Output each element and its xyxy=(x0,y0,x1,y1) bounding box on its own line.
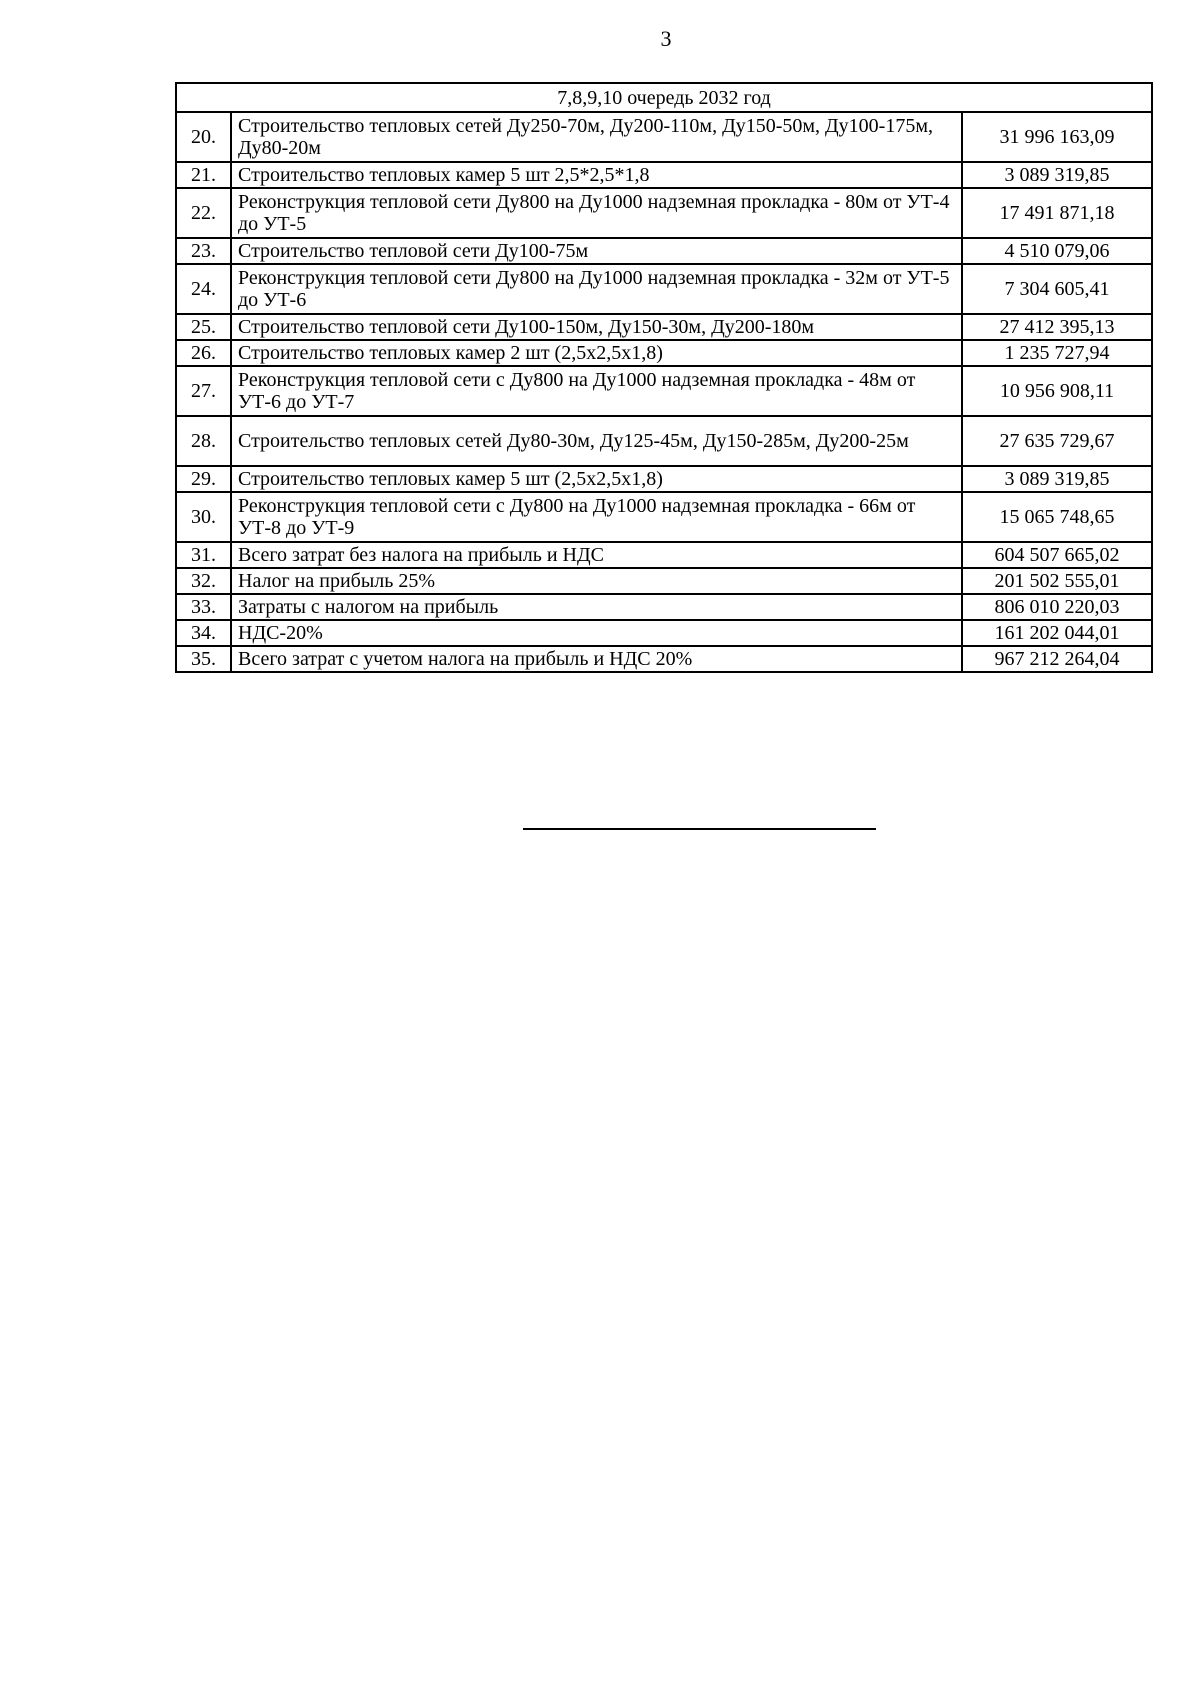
row-description: Реконструкция тепловой сети с Ду800 на Ду1000 надземная прокладка - 48м от УТ-6 до УТ-7 xyxy=(231,366,962,416)
row-description: Реконструкция тепловой сети с Ду800 на Ду1000 надземная прокладка - 66м от УТ-8 до УТ-9 xyxy=(231,492,962,542)
table-row xyxy=(176,112,1152,162)
row-number: 22. xyxy=(176,188,231,238)
table-row xyxy=(176,594,1152,620)
row-description: НДС-20% xyxy=(231,620,962,646)
row-value: 10 956 908,11 xyxy=(962,366,1152,416)
row-number: 31. xyxy=(176,542,231,568)
row-description: Всего затрат без налога на прибыль и НДС xyxy=(231,542,962,568)
row-number: 28. xyxy=(176,416,231,466)
section-header: 7,8,9,10 очередь 2032 год xyxy=(176,83,1152,112)
cost-table xyxy=(175,82,1153,673)
row-description: Реконструкция тепловой сети Ду800 на Ду1000 надземная прокладка - 80м от УТ-4 до УТ-5 xyxy=(231,188,962,238)
table-row xyxy=(176,366,1152,416)
row-description: Налог на прибыль 25% xyxy=(231,568,962,594)
row-number: 30. xyxy=(176,492,231,542)
page-number: 3 xyxy=(660,26,672,51)
row-value: 27 412 395,13 xyxy=(962,314,1152,340)
closing-rule xyxy=(523,828,876,830)
table-row xyxy=(176,162,1152,188)
table-row xyxy=(176,188,1152,238)
row-description: Строительство тепловых сетей Ду80-30м, Ду125-45м, Ду150-285м, Ду200-25м xyxy=(231,416,962,466)
row-number: 33. xyxy=(176,594,231,620)
row-value: 1 235 727,94 xyxy=(962,340,1152,366)
row-value: 27 635 729,67 xyxy=(962,416,1152,466)
table-row xyxy=(176,314,1152,340)
row-value: 4 510 079,06 xyxy=(962,238,1152,264)
table-row xyxy=(176,542,1152,568)
row-description: Строительство тепловой сети Ду100-150м, Ду150-30м, Ду200-180м xyxy=(231,314,962,340)
row-value: 7 304 605,41 xyxy=(962,264,1152,314)
row-number: 35. xyxy=(176,646,231,672)
row-value: 31 996 163,09 xyxy=(962,112,1152,162)
row-value: 967 212 264,04 xyxy=(962,646,1152,672)
row-description: Строительство тепловых сетей Ду250-70м, Ду200-110м, Ду150-50м, Ду100-175м, Ду80-20м xyxy=(231,112,962,162)
table-row xyxy=(176,646,1152,672)
table-row xyxy=(176,416,1152,466)
section-header-row xyxy=(176,83,1152,112)
table-row xyxy=(176,620,1152,646)
row-description: Строительство тепловых камер 5 шт (2,5х2,5х1,8) xyxy=(231,466,962,492)
row-value: 3 089 319,85 xyxy=(962,162,1152,188)
row-value: 3 089 319,85 xyxy=(962,466,1152,492)
row-number: 25. xyxy=(176,314,231,340)
row-number: 34. xyxy=(176,620,231,646)
table-row xyxy=(176,466,1152,492)
row-value: 201 502 555,01 xyxy=(962,568,1152,594)
row-value: 161 202 044,01 xyxy=(962,620,1152,646)
table-row xyxy=(176,492,1152,542)
row-value: 17 491 871,18 xyxy=(962,188,1152,238)
row-number: 32. xyxy=(176,568,231,594)
table-row xyxy=(176,238,1152,264)
row-number: 23. xyxy=(176,238,231,264)
row-number: 24. xyxy=(176,264,231,314)
row-description: Строительство тепловых камер 5 шт 2,5*2,5*1,8 xyxy=(231,162,962,188)
table-row xyxy=(176,264,1152,314)
row-number: 29. xyxy=(176,466,231,492)
row-description: Строительство тепловой сети Ду100-75м xyxy=(231,238,962,264)
table-row xyxy=(176,568,1152,594)
row-value: 806 010 220,03 xyxy=(962,594,1152,620)
row-number: 21. xyxy=(176,162,231,188)
row-description: Затраты с налогом на прибыль xyxy=(231,594,962,620)
row-description: Всего затрат с учетом налога на прибыль и НДС 20% xyxy=(231,646,962,672)
row-number: 20. xyxy=(176,112,231,162)
row-value: 604 507 665,02 xyxy=(962,542,1152,568)
row-description: Строительство тепловых камер 2 шт (2,5х2,5х1,8) xyxy=(231,340,962,366)
row-number: 26. xyxy=(176,340,231,366)
row-number: 27. xyxy=(176,366,231,416)
table-row xyxy=(176,340,1152,366)
row-value: 15 065 748,65 xyxy=(962,492,1152,542)
row-description: Реконструкция тепловой сети Ду800 на Ду1000 надземная прокладка - 32м от УТ-5 до УТ-6 xyxy=(231,264,962,314)
